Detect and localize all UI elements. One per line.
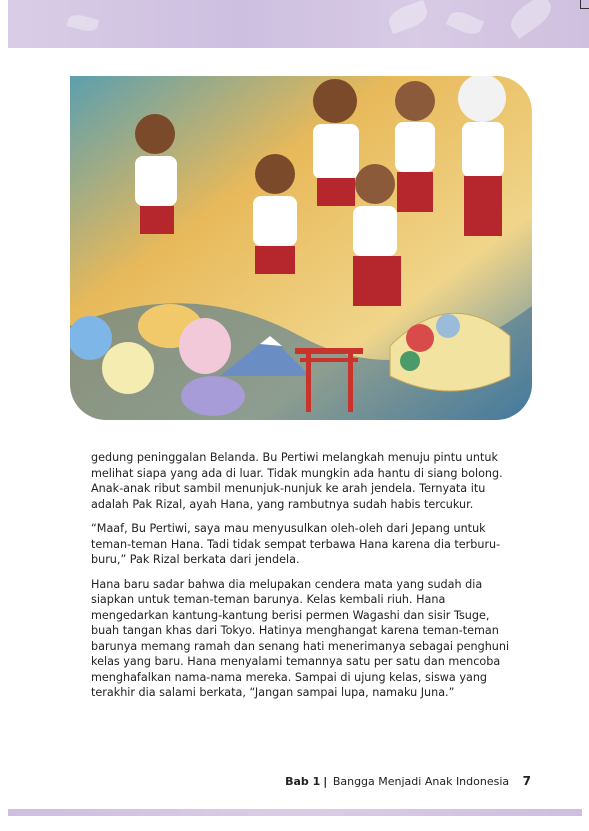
page-footer <box>285 774 531 788</box>
paragraph: Hana baru sadar bahwa dia melupakan cendera mata yang sudah dia siapkan untuk teman-teman barunya. Kelas kembali riuh. Hana mengedarkan kantung-kantung berisi permen Wagashi dan sisir Tsuge, buah tangan khas dari Tokyo. Hatinya menghangat karena teman-teman barunya memang ramah dan senang hati menerimanya sebagai penghuni kelas yang baru. Hana menyalami temannya satu per satu dan mencoba menghafalkan nama-nama mereka. Sampai di ujung kelas, siswa yang terakhir dia salami berkata, “Jangan sampai lupa, namaku Juna.” <box>91 577 510 699</box>
paragraph: gedung peninggalan Belanda. Bu Pertiwi melangkah menuju pintu untuk melihat siapa yang ada di luar. Tidak mungkin ada hantu di siang bolong. Anak-anak ribut sambil menunjuk-nunjuk ke arah jendela. Ternyata itu adalah Pak Rizal, ayah Hana, yang rambutnya sudah habis tercukur. <box>91 451 503 511</box>
chapter-label: Bab 1 <box>285 775 321 788</box>
crop-mark-top-right <box>580 0 589 9</box>
paragraph: “Maaf, Bu Pertiwi, saya mau menyusulkan oleh-oleh dari Jepang untuk teman-teman Hana. Tadi tidak sempat terbawa Hana karena dia terburu-buru,” Pak Rizal berkata dari jendela. <box>91 522 501 566</box>
top-decorative-band <box>8 0 589 48</box>
story-text <box>91 450 517 710</box>
chapter-title: Bangga Menjadi Anak Indonesia <box>332 775 510 788</box>
bottom-decorative-band <box>8 809 582 816</box>
school-children-illustration-icon <box>70 76 532 420</box>
footer-separator: | <box>323 775 328 788</box>
page-number: 7 <box>522 774 531 788</box>
story-illustration <box>70 76 532 420</box>
